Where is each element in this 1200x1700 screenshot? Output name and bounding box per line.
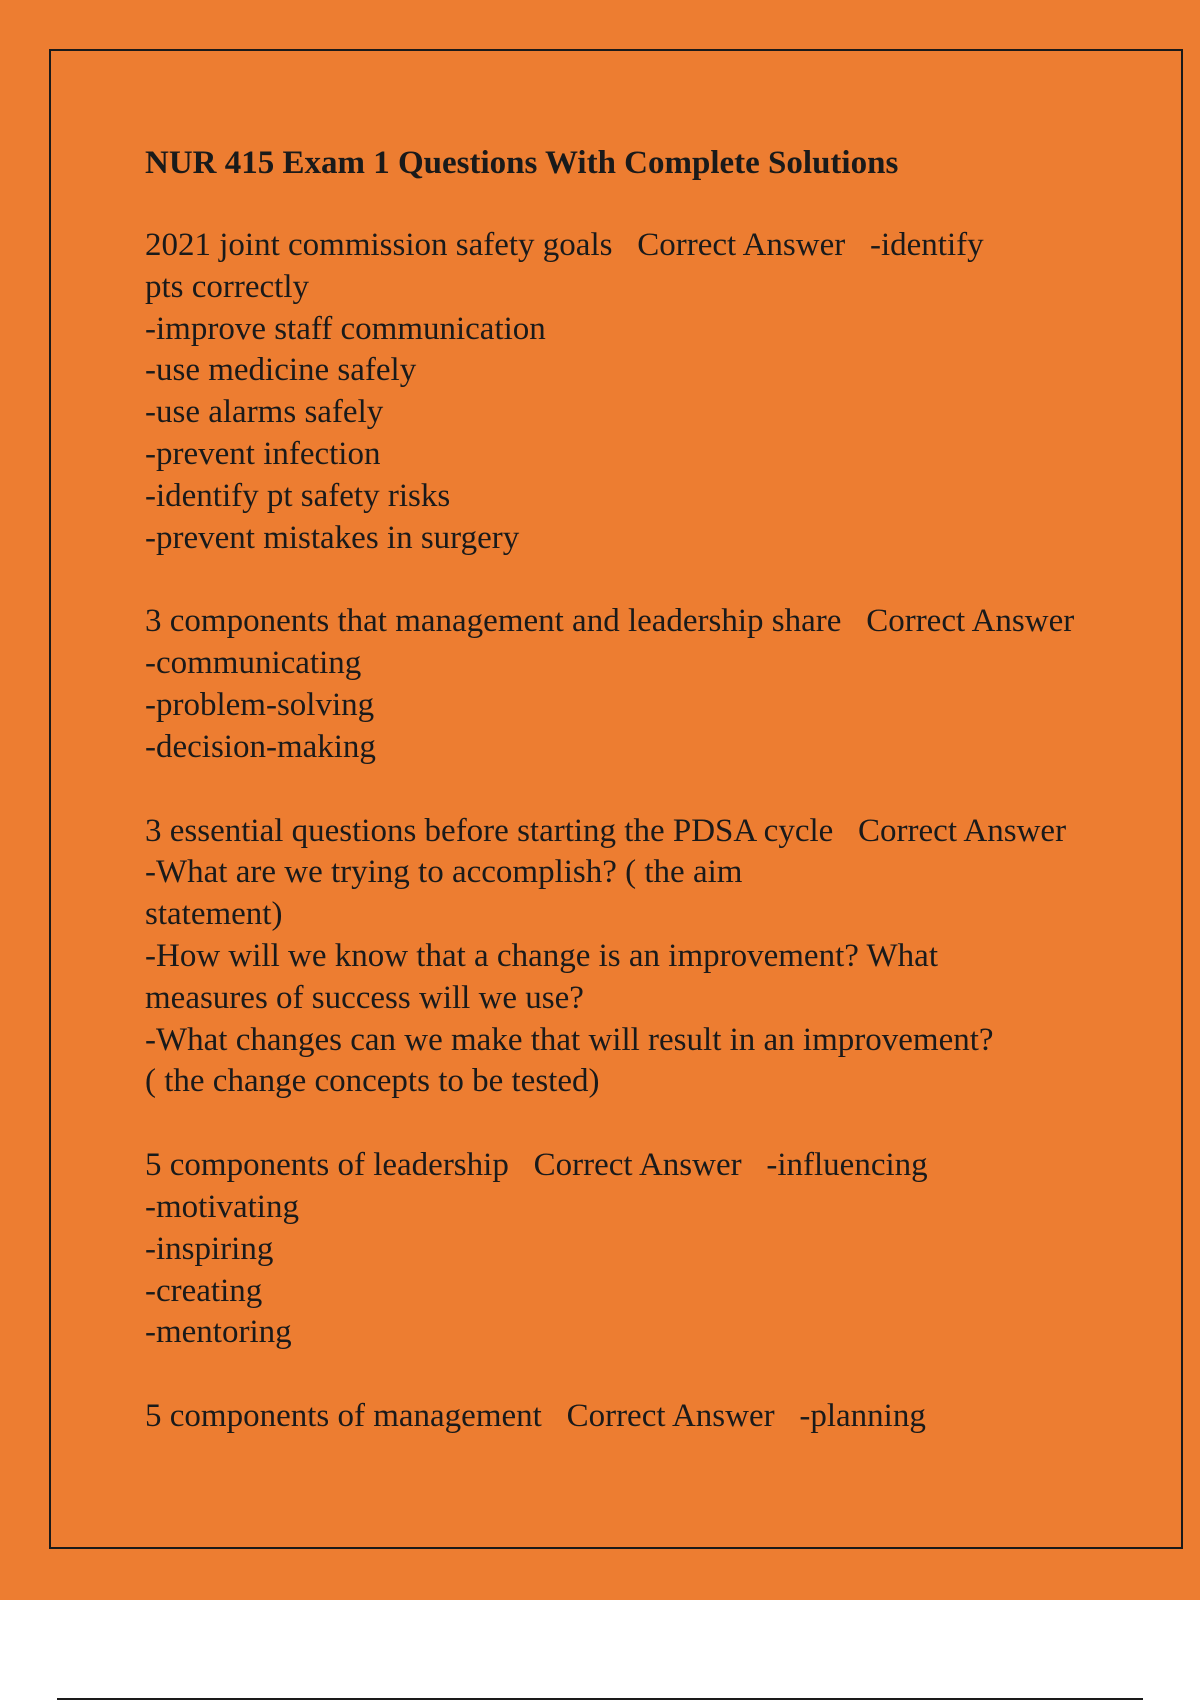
answer-line: -creating xyxy=(145,1272,263,1309)
answer-line: -improve staff communication xyxy=(145,310,546,347)
question-text: 5 components of leadership xyxy=(145,1147,509,1184)
answer-line: -problem-solving xyxy=(145,686,375,723)
answer-line: ( the change concepts to be tested) xyxy=(145,1063,600,1100)
answer-text: -influencing xyxy=(766,1147,928,1184)
answer-line: -mentoring xyxy=(145,1314,292,1351)
question-text: 5 components of management xyxy=(145,1398,542,1435)
answer-text: -identify xyxy=(870,227,984,263)
answer-text: -communicating xyxy=(145,645,362,682)
answer-line: measures of success will we use? xyxy=(145,979,584,1016)
answer-line: statement) xyxy=(145,896,283,933)
qa-first-line xyxy=(145,601,1085,685)
answer-label: Correct Answer xyxy=(637,227,846,263)
answer-label: Correct Answer xyxy=(533,1147,742,1184)
answer-line: -use alarms safely xyxy=(145,394,384,431)
question-text: 2021 joint commission safety goals xyxy=(145,227,613,263)
answer-line: -inspiring xyxy=(145,1230,274,1267)
qa-entry xyxy=(145,601,1085,768)
qa-first-line xyxy=(145,1145,1085,1187)
qa-first-line xyxy=(145,811,1085,895)
document-content xyxy=(145,142,1085,1480)
answer-line: -decision-making xyxy=(145,728,376,765)
answer-text: -What are we trying to accomplish? ( the aim xyxy=(145,854,743,891)
answer-line: -use medicine safely xyxy=(145,352,417,389)
question-text: 3 essential questions before starting the PDSA cycle xyxy=(145,812,834,849)
answer-line: -prevent mistakes in surgery xyxy=(145,519,520,556)
answer-line: -How will we know that a change is an improvement? What xyxy=(145,937,938,974)
answer-line: -identify pt safety risks xyxy=(145,477,451,514)
qa-first-line xyxy=(145,1396,1085,1438)
answer-line: -prevent infection xyxy=(145,435,381,472)
answer-label: Correct Answer xyxy=(566,1398,775,1435)
answer-line: -motivating xyxy=(145,1188,299,1225)
qa-entry xyxy=(145,811,1085,1104)
qa-entry xyxy=(145,225,1085,559)
qa-first-line xyxy=(145,225,1085,267)
answer-line: -What changes can we make that will result in an improvement? xyxy=(145,1021,994,1058)
qa-entry xyxy=(145,1396,1085,1438)
qa-entry xyxy=(145,1145,1085,1354)
question-text: 3 components that management and leadership share xyxy=(145,603,842,640)
answer-label: Correct Answer xyxy=(866,603,1075,640)
answer-line: pts correctly xyxy=(145,268,310,305)
answer-text: -planning xyxy=(799,1398,926,1435)
document-title: NUR 415 Exam 1 Questions With Complete Solutions xyxy=(145,145,899,181)
answer-label: Correct Answer xyxy=(858,812,1067,849)
